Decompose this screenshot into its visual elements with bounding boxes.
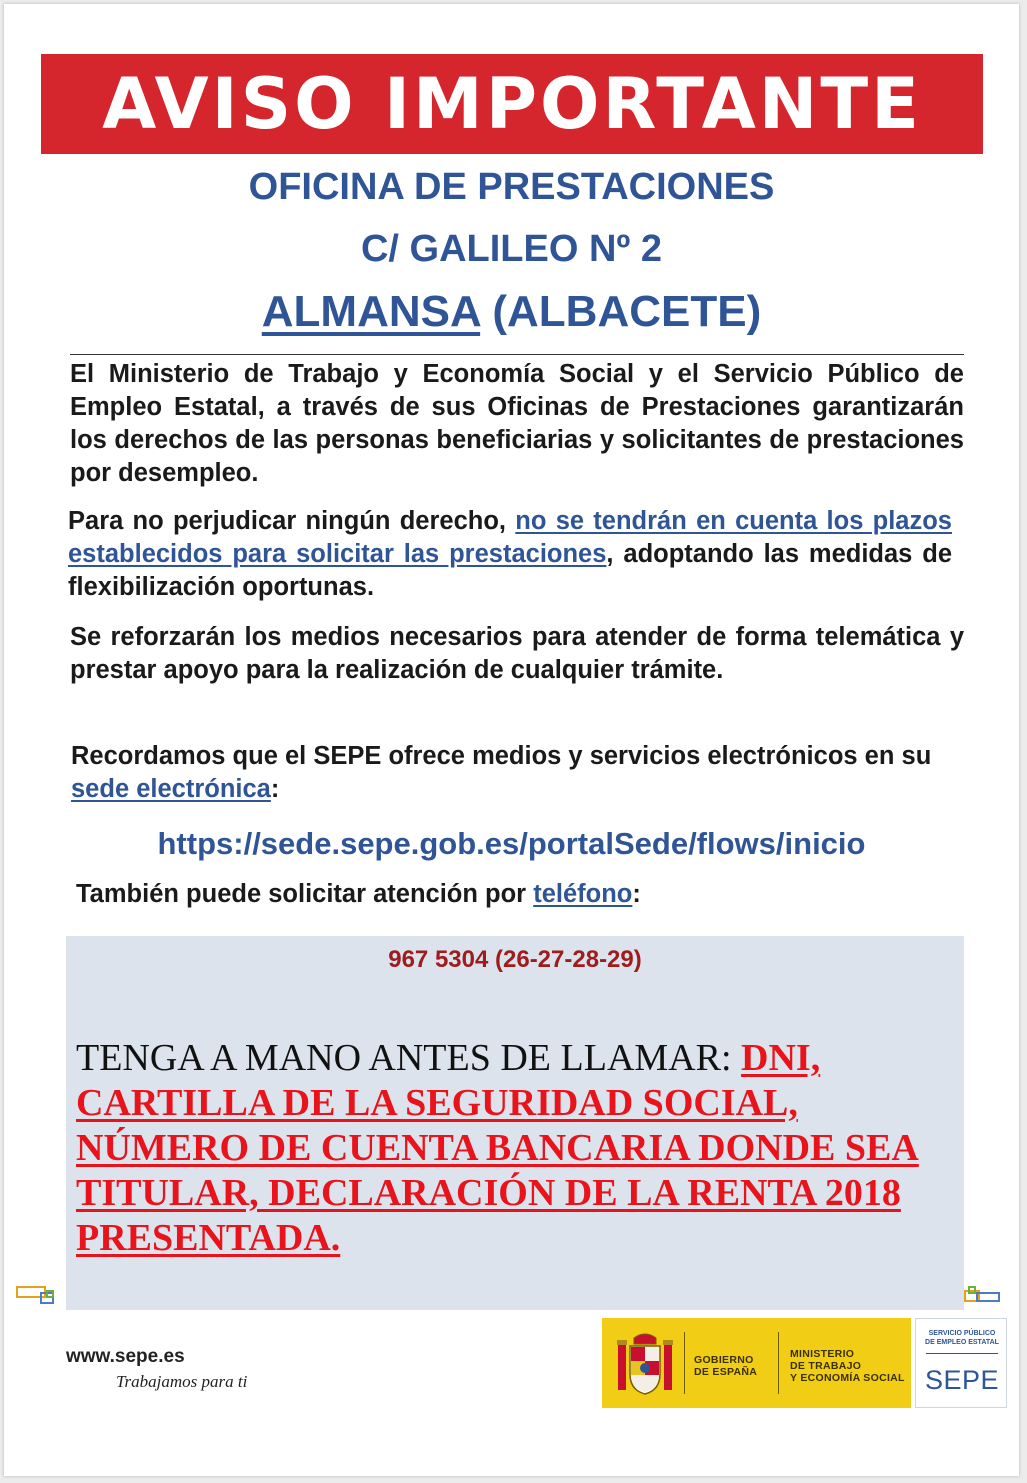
ministerio-line3: Y ECONOMÍA SOCIAL xyxy=(790,1372,905,1384)
sepe-subtitle-line2: DE EMPLEO ESTATAL xyxy=(925,1339,999,1346)
ministerio-line1: MINISTERIO xyxy=(790,1348,855,1360)
phone-info-box xyxy=(66,936,964,1310)
paragraph-electronic-tail: : xyxy=(270,775,280,803)
document-page xyxy=(4,4,1019,1476)
corner-squares-icon xyxy=(16,1284,56,1306)
telefono-link[interactable]: teléfono xyxy=(533,880,633,908)
sepe-subtitle xyxy=(922,1329,1002,1347)
gobierno-line2: DE ESPAÑA xyxy=(694,1366,758,1378)
divider xyxy=(70,354,964,355)
phone-intro-text: También puede solicitar atención por xyxy=(76,880,534,908)
footer-website-link[interactable]: www.sepe.es xyxy=(66,1346,185,1367)
sede-url-link[interactable]: https://sede.sepe.gob.es/portalSede/flows/inicio xyxy=(157,826,866,861)
office-location xyxy=(4,287,1019,337)
government-logo-block xyxy=(602,1318,911,1408)
corner-squares-icon xyxy=(964,1284,1004,1306)
reminder-intro: TENGA A MANO ANTES DE LLAMAR: xyxy=(76,1037,742,1079)
logo-divider xyxy=(778,1332,779,1394)
phone-number: 967 5304 (26-27-28-29) xyxy=(388,946,642,973)
ministerio-text xyxy=(790,1348,905,1384)
office-province: (ALBACETE) xyxy=(492,287,762,336)
paragraph-telematic: Se reforzarán los medios necesarios para atender de forma telemática y prestar apoyo para la realización de cualquier trámite. xyxy=(70,623,964,684)
ministerio-line2: DE TRABAJO xyxy=(790,1360,862,1372)
paragraph-ministry: El Ministerio de Trabajo y Economía Social y el Servicio Público de Empleo Estatal, a través de sus Oficinas de Prestaciones garantizarán los derechos de las personas beneficiarias y solicitantes de prestaciones por desempleo. xyxy=(70,360,964,487)
gobierno-line1: GOBIERNO xyxy=(694,1354,754,1366)
paragraph-electronic xyxy=(71,740,965,806)
office-address: C/ GALILEO Nº 2 xyxy=(360,228,662,270)
coat-of-arms-icon xyxy=(616,1330,674,1398)
sede-electronica-link[interactable]: sede electrónica xyxy=(71,775,271,803)
sepe-logo xyxy=(915,1318,1007,1408)
paragraph-electronic-text: Recordamos que el SEPE ofrece medios y servicios electrónicos en su xyxy=(71,742,932,770)
sepe-wordmark: SEPE xyxy=(924,1365,1000,1395)
phone-intro xyxy=(76,880,966,909)
gobierno-text xyxy=(694,1354,757,1378)
logo-divider xyxy=(684,1332,685,1394)
phone-intro-tail: : xyxy=(632,880,641,908)
sepe-divider xyxy=(926,1353,998,1354)
paragraph-deadlines-tail: , adoptando las medidas de flexibilización oportunas. xyxy=(68,540,952,601)
reminder-requirements: DNI, CARTILLA DE LA SEGURIDAD SOCIAL, NÚMERO DE CUENTA BANCARIA DONDE SEA TITULAR, DECLARACIÓN DE LA RENTA 2018 PRESENTADA. xyxy=(76,1037,919,1259)
sepe-subtitle-line1: SERVICIO PÚBLICO xyxy=(928,1330,996,1337)
office-name: OFICINA DE PRESTACIONES xyxy=(248,166,775,208)
paragraph-deadlines-text: Para no perjudicar ningún derecho, xyxy=(68,507,516,535)
paragraph-deadlines xyxy=(68,505,952,604)
reminder-text xyxy=(76,1036,956,1261)
warning-banner: AVISO IMPORTANTE xyxy=(41,54,983,154)
office-city: ALMANSA xyxy=(261,287,481,336)
footer-tagline: Trabajamos para ti xyxy=(116,1372,248,1391)
deadlines-link[interactable]: no se tendrán en cuenta los plazos establecidos para solicitar las prestaciones xyxy=(68,507,952,568)
